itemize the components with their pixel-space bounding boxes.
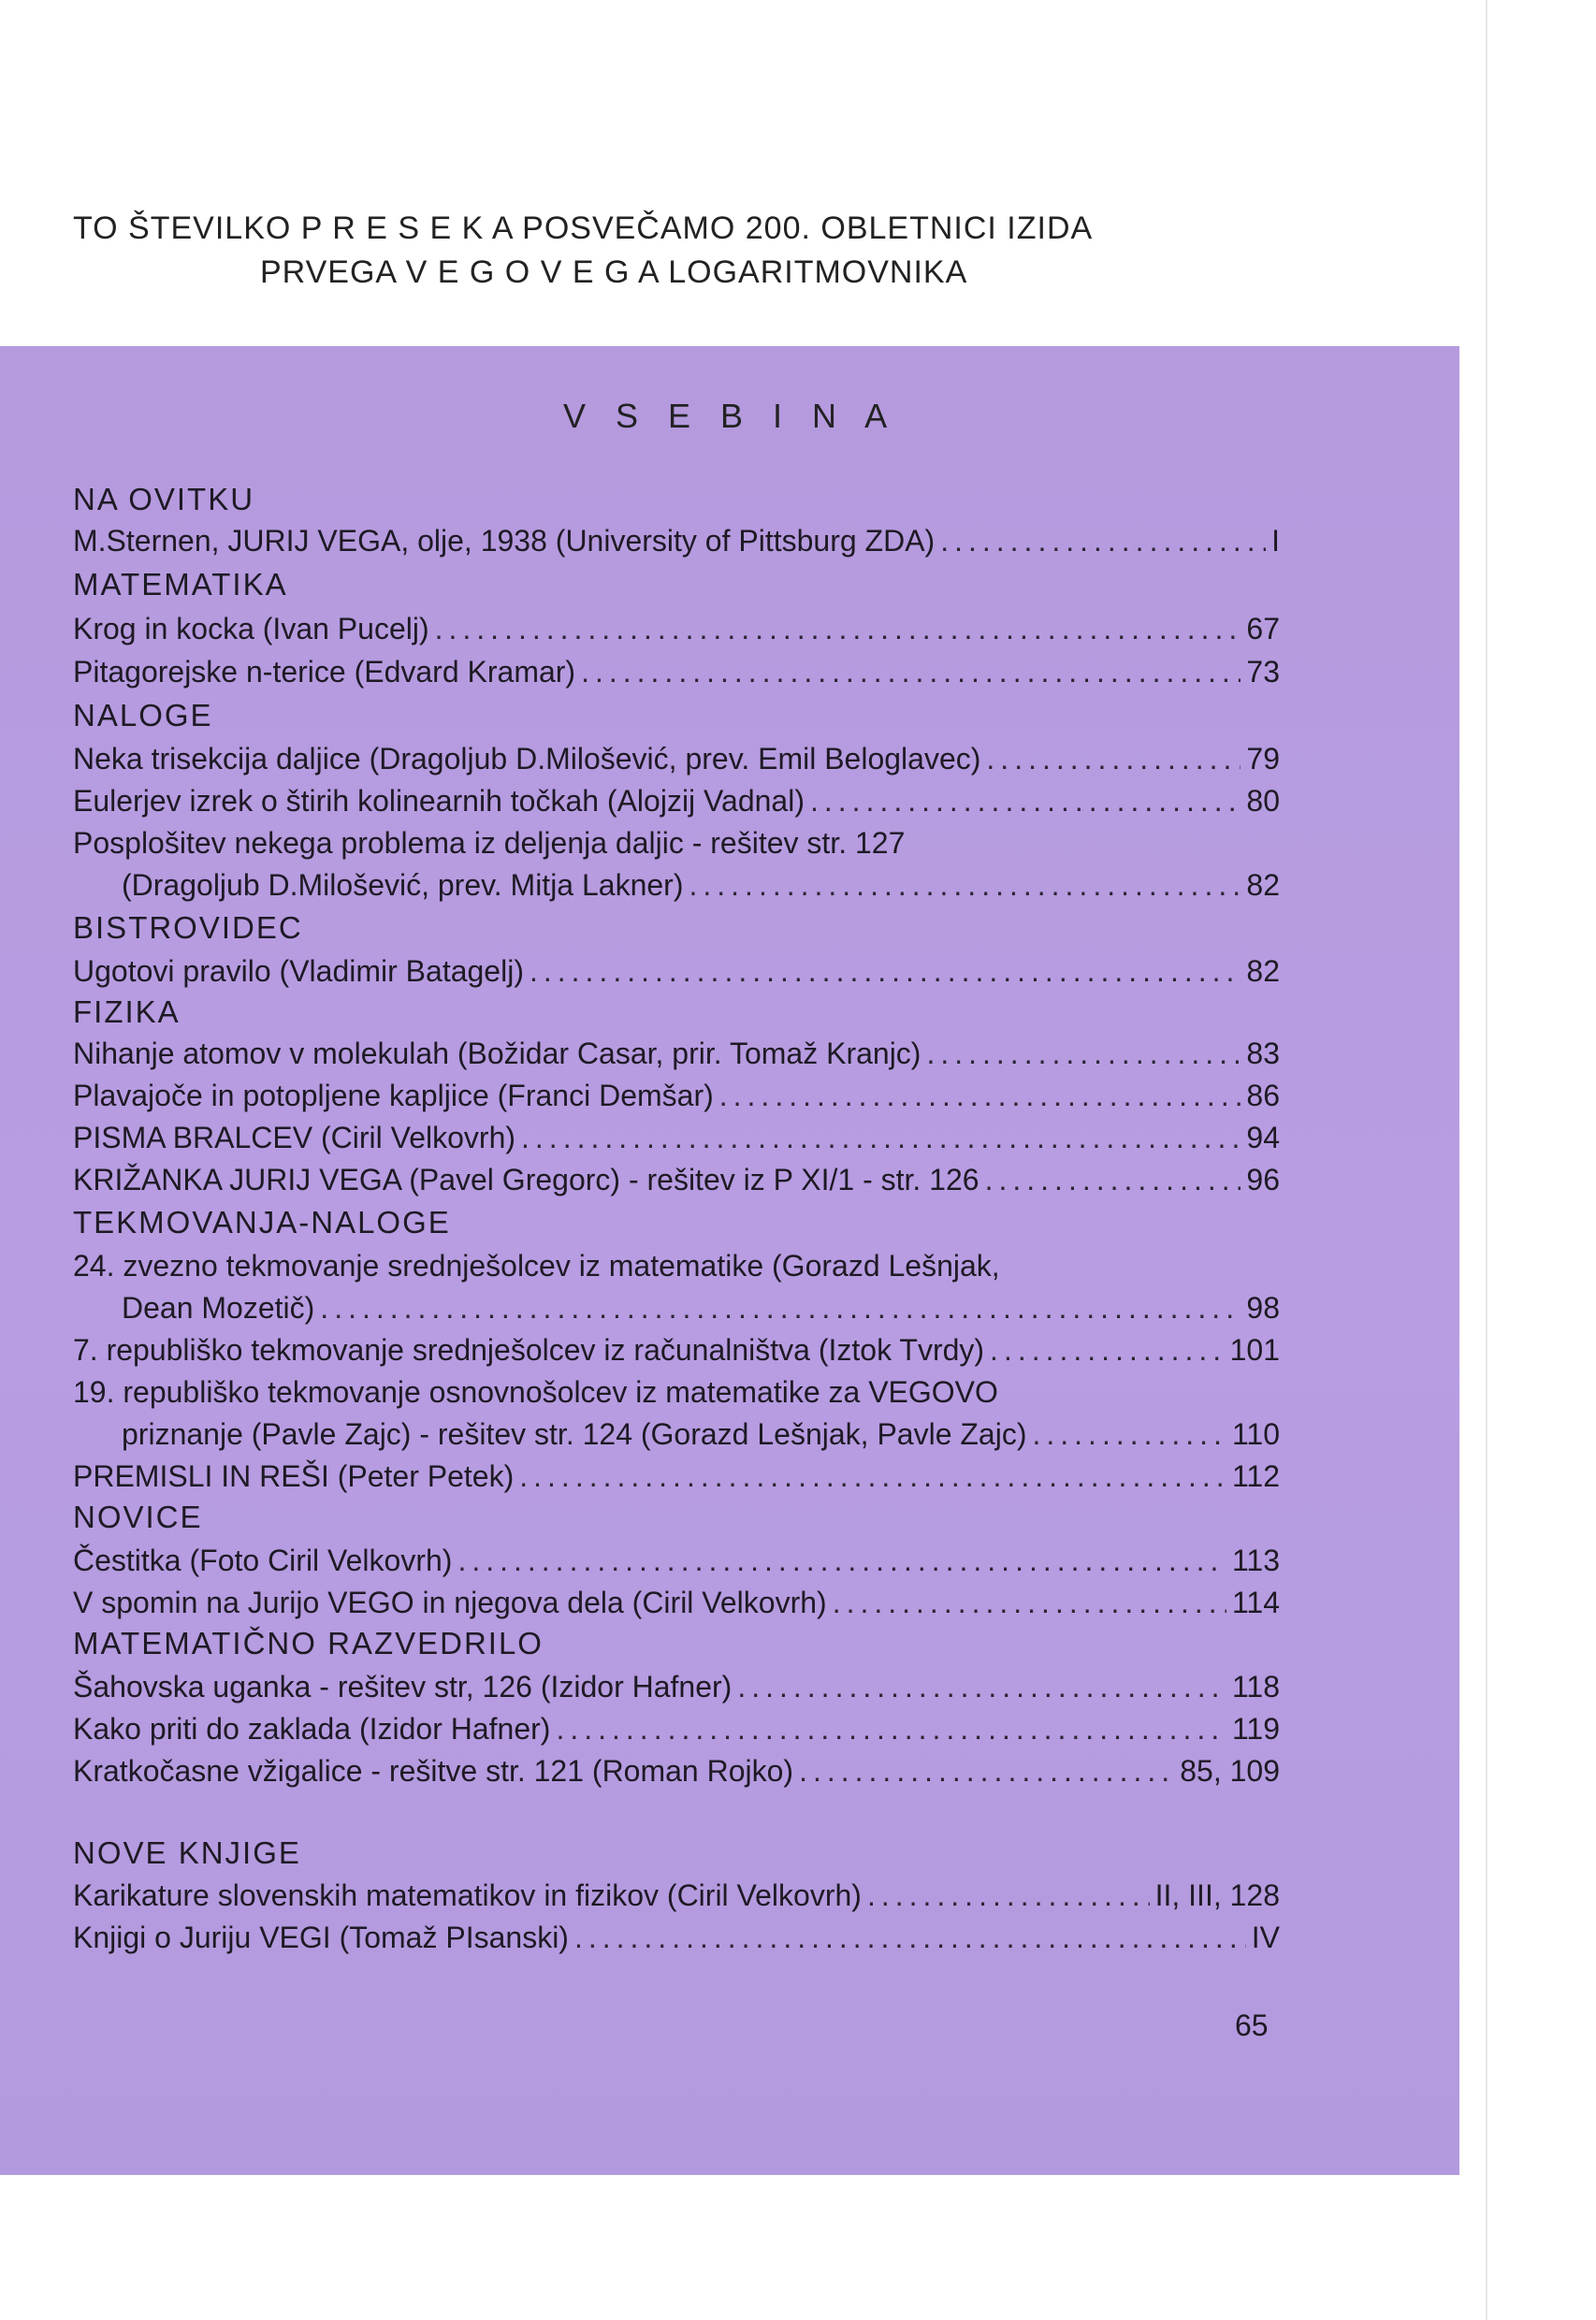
entry-page: 82 <box>1246 868 1280 902</box>
entry-page: 82 <box>1246 954 1280 988</box>
entry-page: 79 <box>1246 742 1280 776</box>
section-heading: TEKMOVANJA-NALOGE <box>73 1205 451 1240</box>
entry-page: 73 <box>1246 655 1280 689</box>
leader-dots <box>799 1754 1174 1789</box>
entry-page: 96 <box>1246 1163 1280 1196</box>
entry-page: 119 <box>1231 1712 1280 1746</box>
entry-text: Karikature slovenskih matematikov in fizikov (Ciril Velkovrh) <box>73 1878 862 1912</box>
page-edge <box>1486 0 1487 2320</box>
entry-page: I <box>1271 524 1280 558</box>
leader-dots <box>810 784 1241 819</box>
entry-text: M.Sternen, JURIJ VEGA, olje, 1938 (University of Pittsburg ZDA) <box>73 524 936 558</box>
entry-text: Posplošitev nekega problema iz deljenja daljic - rešitev str. 127 <box>73 826 906 860</box>
leader-dots <box>519 1459 1226 1494</box>
entry-page: IV <box>1251 1921 1280 1954</box>
entry-page: II, III, 128 <box>1154 1878 1280 1912</box>
toc-entry <box>73 1921 1280 1962</box>
leader-dots <box>1032 1417 1226 1452</box>
toc-entry <box>73 524 1280 565</box>
leader-dots <box>833 1586 1226 1620</box>
entry-page: 98 <box>1246 1291 1280 1325</box>
toc-entry <box>73 1544 1280 1585</box>
entry-text: Eulerjev izrek o štirih kolinearnih točkah (Alojzij Vadnal) <box>73 784 805 818</box>
toc-entry <box>73 954 1280 995</box>
toc-entry <box>122 1417 1280 1458</box>
toc-entry <box>73 1079 1280 1120</box>
toc-entry <box>73 1712 1280 1753</box>
entry-text: V spomin na Jurijo VEGO in njegova dela (Ciril Velkovrh) <box>73 1586 827 1619</box>
section-heading: NOVICE <box>73 1500 203 1534</box>
entry-text: priznanje (Pavle Zajc) - rešitev str. 124 (Gorazd Lešnjak, Pavle Zajc) <box>122 1417 1027 1451</box>
entry-page: 110 <box>1231 1417 1280 1451</box>
entry-page: 94 <box>1246 1121 1280 1154</box>
entry-text: 7. republiško tekmovanje srednješolcev iz računalništva (Iztok Tvrdy) <box>73 1333 985 1367</box>
entry-text: PREMISLI IN REŠI (Peter Petek) <box>73 1459 515 1493</box>
leader-dots <box>737 1670 1226 1704</box>
leader-dots <box>990 1333 1225 1368</box>
leader-dots <box>940 524 1266 558</box>
leader-dots <box>530 954 1241 989</box>
section-heading: NALOGE <box>73 698 213 732</box>
page-header <box>0 0 1596 346</box>
entry-text: Nihanje atomov v molekulah (Božidar Casar, prir. Tomaž Kranjc) <box>73 1037 921 1070</box>
entry-text: PISMA BRALCEV (Ciril Velkovrh) <box>73 1121 516 1154</box>
toc-entry <box>73 1754 1280 1795</box>
entry-text: Pitagorejske n-terice (Edvard Kramar) <box>73 655 576 689</box>
toc-entry <box>122 868 1280 909</box>
entry-text: KRIŽANKA JURIJ VEGA (Pavel Gregorc) - rešitev iz P XI/1 - str. 126 <box>73 1163 979 1196</box>
entry-page: 112 <box>1231 1459 1280 1493</box>
section-heading: BISTROVIDEC <box>73 910 303 945</box>
entry-text: Plavajoče in potopljene kapljice (Franci Demšar) <box>73 1079 714 1112</box>
page-number: 65 <box>1235 2008 1269 2042</box>
toc-entry <box>122 1291 1280 1332</box>
entry-text: Čestitka (Foto Ciril Velkovrh) <box>73 1544 453 1577</box>
entry-text: Dean Mozetič) <box>122 1291 315 1325</box>
entry-page: 118 <box>1231 1670 1280 1704</box>
toc-entry <box>73 742 1280 783</box>
section-heading: NOVE KNJIGE <box>73 1835 301 1870</box>
section-heading: NA OVITKU <box>73 482 255 516</box>
toc-entry <box>73 1878 1280 1920</box>
entry-text: Neka trisekcija daljice (Dragoljub D.Milošević, prev. Emil Beloglavec) <box>73 742 981 776</box>
entry-text: (Dragoljub D.Milošević, prev. Mitja Lakner) <box>122 868 684 902</box>
leader-dots <box>457 1544 1226 1578</box>
entry-page: 86 <box>1246 1079 1280 1112</box>
entry-text: 24. zvezno tekmovanje srednješolcev iz matematike (Gorazd Lešnjak, <box>73 1249 1000 1283</box>
leader-dots <box>986 742 1241 776</box>
entry-page: 114 <box>1231 1586 1280 1619</box>
toc-entry <box>73 1375 1280 1416</box>
entry-page: 113 <box>1231 1544 1280 1577</box>
leader-dots <box>435 612 1241 646</box>
toc-entry <box>73 1249 1280 1290</box>
section-heading: MATEMATIKA <box>73 567 288 602</box>
toc-entry <box>73 1670 1280 1711</box>
contents-title: V S E B I N A <box>563 397 898 435</box>
entry-text: 19. republiško tekmovanje osnovnošolcev iz matematike za VEGOVO <box>73 1375 998 1409</box>
leader-dots <box>689 868 1241 903</box>
dedication-line-1: TO ŠTEVILKO P R E S E K A POSVEČAMO 200. OBLETNICI IZIDA <box>73 210 1094 246</box>
entry-page: 101 <box>1229 1333 1280 1367</box>
leader-dots <box>574 1921 1246 1955</box>
leader-dots <box>521 1121 1241 1155</box>
leader-dots <box>719 1079 1241 1113</box>
section-heading: MATEMATIČNO RAZVEDRILO <box>73 1626 544 1660</box>
entry-text: Kako priti do zaklada (Izidor Hafner) <box>73 1712 551 1746</box>
entry-text: Knjigi o Juriju VEGI (Tomaž PIsanski) <box>73 1921 569 1954</box>
entry-text: Krog in kocka (Ivan Pucelj) <box>73 612 429 645</box>
leader-dots <box>320 1291 1241 1326</box>
entry-page: 85, 109 <box>1180 1754 1280 1788</box>
leader-dots <box>556 1712 1226 1747</box>
leader-dots <box>581 655 1241 689</box>
toc-entry <box>73 1459 1280 1501</box>
section-heading: FIZIKA <box>73 994 181 1029</box>
toc-entry <box>73 784 1280 825</box>
toc-entry <box>73 1333 1280 1374</box>
entry-text: Kratkočasne vžigalice - rešitve str. 121 (Roman Rojko) <box>73 1754 794 1788</box>
toc-entry <box>73 612 1280 653</box>
leader-dots <box>926 1037 1241 1071</box>
entry-page: 67 <box>1246 612 1280 645</box>
toc-entry <box>73 1586 1280 1627</box>
leader-dots <box>985 1163 1241 1197</box>
toc-entry <box>73 1163 1280 1204</box>
toc-entry <box>73 1121 1280 1162</box>
entry-text: Ugotovi pravilo (Vladimir Batagelj) <box>73 954 524 988</box>
toc-entry <box>73 1037 1280 1078</box>
toc-entry <box>73 826 1280 867</box>
toc-entry <box>73 655 1280 696</box>
entry-page: 80 <box>1246 784 1280 818</box>
entry-text: Šahovska uganka - rešitev str, 126 (Izidor Hafner) <box>73 1670 733 1704</box>
dedication-line-2: PRVEGA V E G O V E G A LOGARITMOVNIKA <box>260 254 968 290</box>
leader-dots <box>867 1878 1150 1913</box>
entry-page: 83 <box>1246 1037 1280 1070</box>
